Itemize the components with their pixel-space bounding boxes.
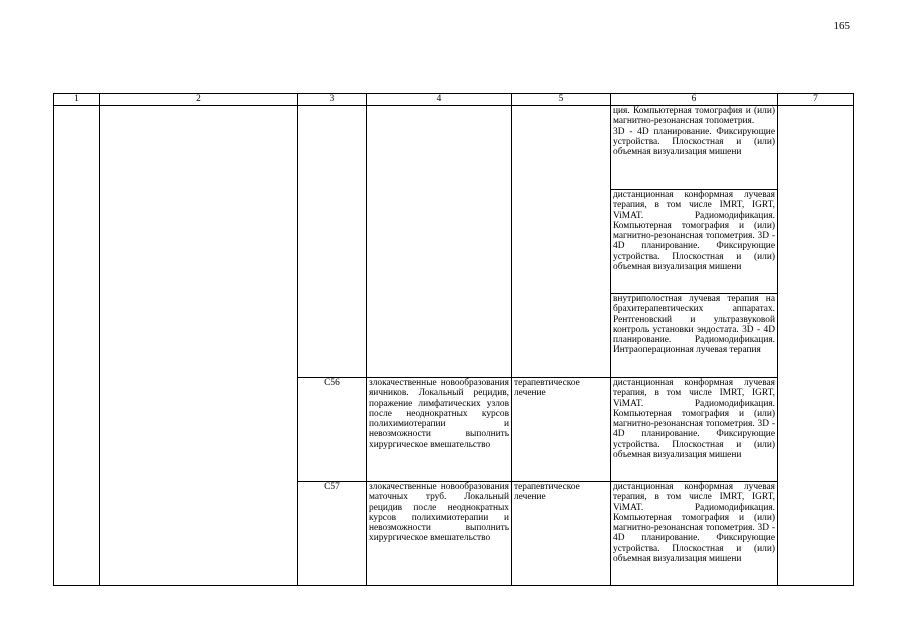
method-cell: дистанционная конформная лучевая терапия, в том числе IMRT, IGRT, ViMAT. Радиомодификация. Компьютерная томография и (или) магнитно-резонансная топометрия. 3D - 4D планирование. Фиксирующие устройства. Плоскостная и (или) объемная визуализация мишени xyxy=(611,190,778,294)
column-number: 7 xyxy=(778,94,854,106)
col2-cell xyxy=(100,106,298,586)
column-number: 5 xyxy=(512,94,611,106)
column-number-row xyxy=(54,94,854,106)
column-number: 3 xyxy=(298,94,367,106)
code-cell: C57 xyxy=(298,482,367,586)
code-cell: C56 xyxy=(298,378,367,482)
treatment-cell xyxy=(512,106,611,378)
diagnosis-cell: злокачественные новообразования яичников. Локальный рецидив, поражение лимфатических узлов после неоднократных курсов полихимиотерапии и невозможности выполнить хирургическое вмешательство xyxy=(367,378,512,482)
col1-cell xyxy=(54,106,100,586)
treatment-cell: терапевтическое лечение xyxy=(512,482,611,586)
column-number: 4 xyxy=(367,94,512,106)
col7-cell xyxy=(778,106,854,586)
code-cell xyxy=(298,106,367,378)
treatment-table xyxy=(53,93,854,586)
treatment-cell: терапевтическое лечение xyxy=(512,378,611,482)
diagnosis-cell: злокачественные новообразования маточных труб. Локальный рецидив после неоднократных курсов полихимиотерапии и невозможности выполнить хирургическое вмешательство xyxy=(367,482,512,586)
method-cell: дистанционная конформная лучевая терапия, в том числе IMRT, IGRT, ViMAT. Радиомодификация. Компьютерная томография и (или) магнитно-резонансная топометрия. 3D - 4D планирование. Фиксирующие устройства. Плоскостная и (или) объемная визуализация мишени xyxy=(611,482,778,586)
page-number: 165 xyxy=(833,20,850,32)
column-number: 6 xyxy=(611,94,778,106)
column-number: 2 xyxy=(100,94,298,106)
method-cell: ция. Компьютерная томография и (или) магнитно-резонансная топометрия. 3D - 4D планирование. Фиксирующие устройства. Плоскостная и (или) объемная визуализация мишени xyxy=(611,106,778,190)
diagnosis-cell xyxy=(367,106,512,378)
method-cell: внутриполостная лучевая терапия на брахитерапевтических аппаратах. Рентгеновский и ультразвуковой контроль установки эндостата. 3D - 4D планирование. Радиомодификация. Интраоперационная лучевая терапия xyxy=(611,294,778,378)
table-row xyxy=(54,106,854,190)
method-cell: дистанционная конформная лучевая терапия, в том числе IMRT, IGRT, ViMAT. Радиомодификация. Компьютерная томография и (или) магнитно-резонансная топометрия. 3D - 4D планирование. Фиксирующие устройства. Плоскостная и (или) объемная визуализация мишени xyxy=(611,378,778,482)
column-number: 1 xyxy=(54,94,100,106)
